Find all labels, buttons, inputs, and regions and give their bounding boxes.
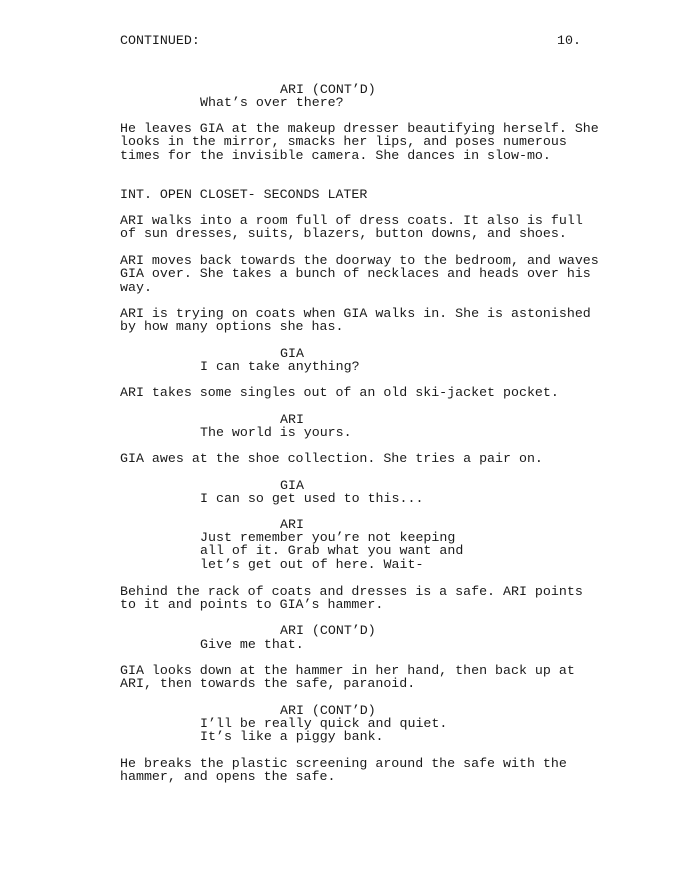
character-cue: ARI (CONT’D) (280, 623, 376, 638)
character-cue: GIA (280, 478, 304, 493)
action-line: ARI moves back towards the doorway to the bedroom, and waves GIA over. She takes a bunch of necklaces and heads over his way. (120, 253, 599, 295)
character-cue: ARI (280, 412, 304, 427)
action-line: Behind the rack of coats and dresses is a safe. ARI points to it and points to GIA’s hammer. (120, 584, 583, 613)
character-cue: ARI (CONT’D) (280, 82, 376, 97)
dialogue: Give me that. (200, 637, 304, 652)
dialogue: I’ll be really quick and quiet. It’s like a piggy bank. (200, 716, 448, 745)
page-number: 10. (557, 33, 581, 48)
action-line: He leaves GIA at the makeup dresser beautifying herself. She looks in the mirror, smacks her lips, and poses numerous times for the invisible camera. She dances in slow-mo. (120, 121, 599, 163)
dialogue: The world is yours. (200, 425, 352, 440)
action-line: GIA awes at the shoe collection. She tries a pair on. (120, 451, 543, 466)
action-line: He breaks the plastic screening around the safe with the hammer, and opens the safe. (120, 756, 567, 785)
continued-header: CONTINUED: (120, 33, 200, 48)
dialogue: I can take anything? (200, 359, 360, 374)
character-cue: GIA (280, 346, 304, 361)
scene-heading: INT. OPEN CLOSET- SECONDS LATER (120, 187, 368, 202)
dialogue: What’s over there? (200, 95, 344, 110)
dialogue: Just remember you’re not keeping all of it. Grab what you want and let’s get out of here. Wait- (200, 530, 464, 572)
dialogue: I can so get used to this... (200, 491, 424, 506)
character-cue: ARI (CONT’D) (280, 703, 376, 718)
action-line: ARI is trying on coats when GIA walks in. She is astonished by how many options she has. (120, 306, 591, 335)
action-line: ARI walks into a room full of dress coats. It also is full of sun dresses, suits, blazers, button downs, and shoes. (120, 213, 583, 242)
action-line: ARI takes some singles out of an old ski-jacket pocket. (120, 385, 559, 400)
character-cue: ARI (280, 517, 304, 532)
action-line: GIA looks down at the hammer in her hand, then back up at ARI, then towards the safe, paranoid. (120, 663, 575, 692)
